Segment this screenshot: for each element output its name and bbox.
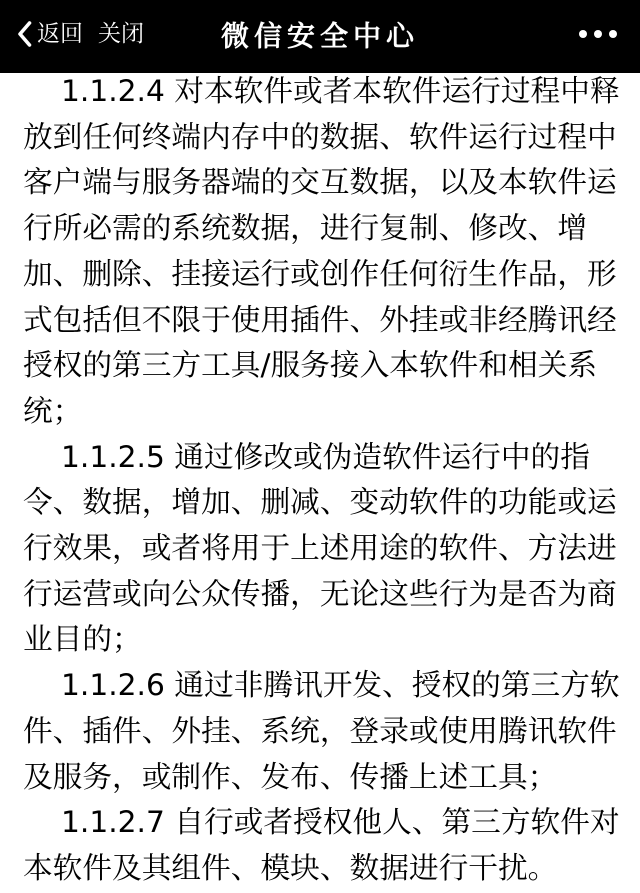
more-menu-button[interactable]: [579, 19, 617, 49]
text-line: 放到任何终端内存中的数据、软件运行过程中: [23, 119, 617, 155]
text-line: 1.1.2.5 通过修改或伪造软件运行中的指: [61, 439, 590, 475]
text-line: 式包括但不限于使用插件、外挂或非经腾讯经: [23, 302, 617, 338]
text-line: 统；: [23, 393, 83, 429]
chevron-left-icon: [17, 21, 32, 47]
close-button[interactable]: 关闭: [98, 20, 144, 47]
navbar: [0, 0, 640, 73]
more-dots-icon: [579, 30, 587, 38]
text-line: 授权的第三方工具/服务接入本软件和相关系: [23, 348, 598, 384]
terms-document: [0, 69, 640, 892]
text-line: 及服务，或制作、发布、传播上述工具；: [23, 759, 558, 795]
text-line: 客户端与服务器端的交互数据，以及本软件运: [23, 165, 617, 201]
text-line: 行所必需的系统数据，进行复制、修改、增: [23, 211, 588, 247]
text-line: 行运营或向公众传播，无论这些行为是否为商: [23, 576, 617, 612]
text-line: 1.1.2.6 通过非腾讯开发、授权的第三方软: [61, 668, 620, 704]
back-button-label: 返回: [37, 20, 83, 47]
more-dots-icon: [609, 30, 617, 38]
text-line: 加、删除、挂接运行或创作任何衍生作品，形: [23, 256, 617, 292]
text-line: 业目的；: [23, 622, 142, 658]
text-line: 1.1.2.4 对本软件或者本软件运行过程中释: [61, 74, 620, 109]
text-line: 行效果，或者将用于上述用途的软件、方法进: [23, 531, 617, 567]
page-title: 微信安全中心: [220, 19, 420, 53]
more-dots-icon: [594, 30, 602, 38]
text-line: 令、数据，增加、删减、变动软件的功能或运: [23, 485, 617, 521]
text-line: 1.1.2.7 自行或者授权他人、第三方软件对: [61, 805, 620, 841]
text-line: 本软件及其组件、模块、数据进行干扰。: [23, 850, 558, 886]
navbar-left-group: [17, 21, 144, 47]
back-button[interactable]: [17, 21, 83, 47]
text-line: 件、插件、外挂、系统，登录或使用腾讯软件: [23, 713, 617, 749]
